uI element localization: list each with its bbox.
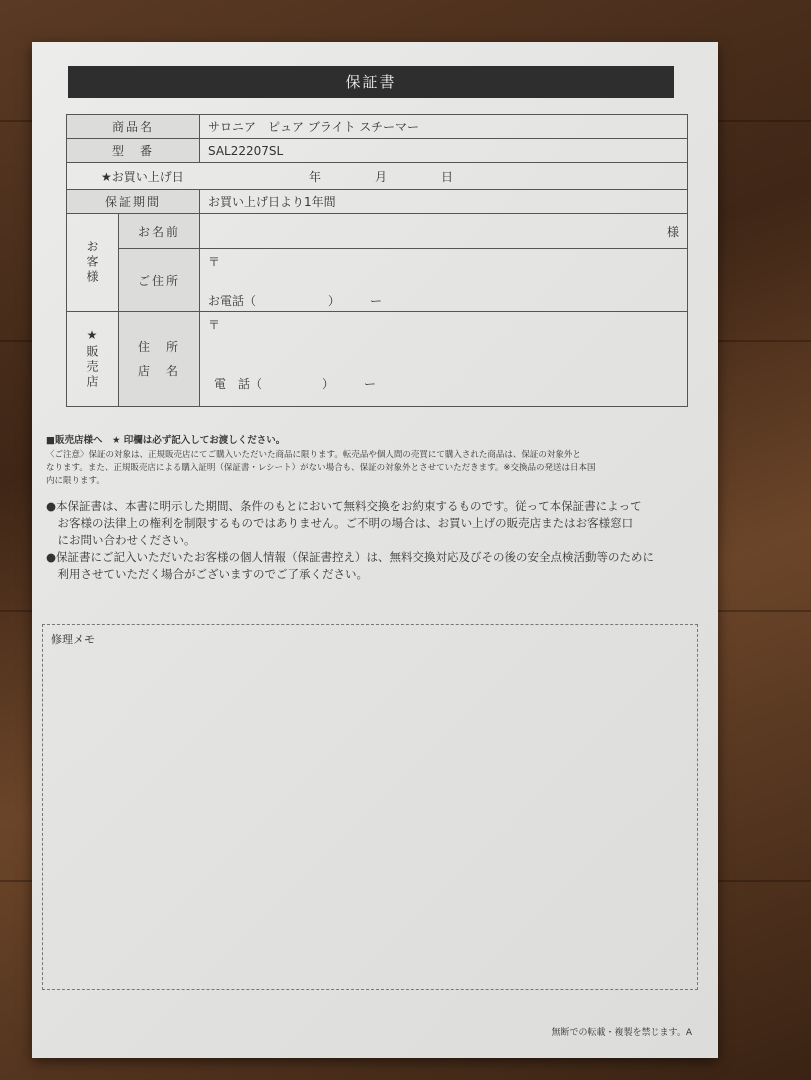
shop-labels [119,312,200,407]
warranty-card [32,42,718,1058]
repair-memo-label: 修理メモ [51,633,95,646]
customer-name-suffix: 様 [666,224,679,239]
shop-info-field[interactable] [200,312,688,407]
customer-address-label: ご住所 [119,249,200,312]
warranty-period: お買い上げ日より1年間 [200,190,688,214]
model-number: SAL22207SL [200,139,688,163]
warranty-form [66,114,688,407]
product-name-label: 商品名 [67,115,200,139]
notes-section [46,432,696,583]
customer-section-label: お客様 [67,214,119,312]
customer-phone: お電話（ ） ー [208,294,383,308]
date-day: 日 [441,170,454,184]
purchase-date-label: ★お買い上げ日 [101,170,184,184]
shop-address-label: 住 所 [137,340,180,354]
warranty-terms-line-3: にお問い合わせください。 [46,533,196,547]
copyright-notice: 無断での転載・複製を禁じます。A [551,1028,692,1038]
date-month: 月 [375,170,388,184]
repair-memo-box[interactable] [42,624,698,990]
customer-postal-mark: 〒 [208,255,221,269]
shop-postal-mark: 〒 [208,318,221,332]
document-title: 保証書 [68,66,674,98]
date-year: 年 [309,170,322,184]
shop-note: ■販売店様へ ★ 印欄は必ず記入してお渡しください。 [46,435,286,446]
caution-line-1: 〈ご注意〉保証の対象は、正規販売店にてご購入いただいた商品に限ります。転売品や個人間の売買にて購入された商品は、保証の対象外と [46,450,581,460]
warranty-terms-line-2: お客様の法律上の権利を制限するものではありません。ご不明の場合は、お買い上げの販売店またはお客様窓口 [46,516,634,530]
shop-section-label: ★販売店 [67,312,119,407]
shop-phone: 電 話（ ） ー [214,377,377,391]
model-label: 型 番 [67,139,200,163]
customer-name-field[interactable] [200,214,688,249]
privacy-line-1: ●保証書にご記入いただいたお客様の個人情報（保証書控え）は、無料交換対応及びその後の安全点検活動等のために [46,550,655,564]
caution-line-3: 内に限ります。 [46,476,105,486]
customer-address-field[interactable] [200,249,688,312]
purchase-date-row [67,163,688,190]
shop-name-label: 店 名 [137,364,180,378]
product-name: サロニア ピュア ブライト スチーマー [200,115,688,139]
caution-line-2: なります。また、正規販売店による購入証明（保証書・レシート）がない場合も、保証の対象外とさせていただきます。※交換品の発送は日本国 [46,463,596,473]
customer-name-label: お名前 [119,214,200,249]
warranty-terms-line-1: ●本保証書は、本書に明示した期間、条件のもとにおいて無料交換をお約束するものです。従って本保証書によって [46,499,642,513]
warranty-period-label: 保証期間 [67,190,200,214]
privacy-line-2: 利用させていただく場合がございますのでご了承ください。 [46,567,368,581]
